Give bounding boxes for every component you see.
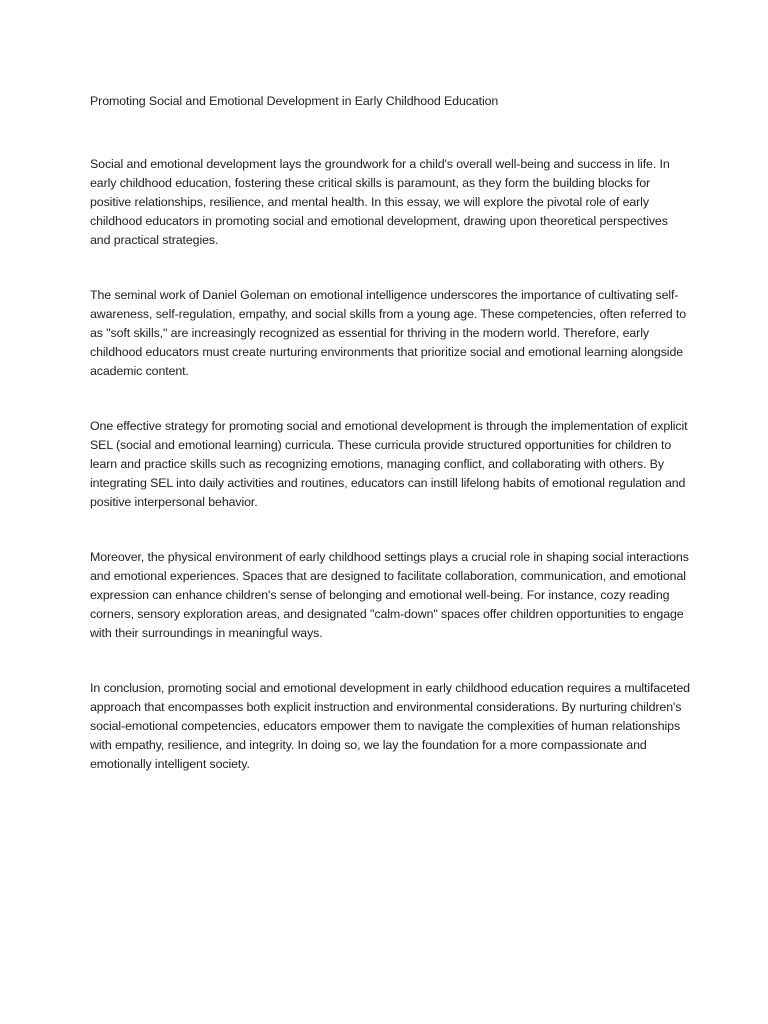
document-body [90,92,690,810]
paragraph-conclusion: In conclusion, promoting social and emotional development in early childhood education requires a multifaceted approach that encompasses both explicit instruction and environmental considerations. By nurturing children's social-emotional competencies, educators empower them to navigate the complexities of human relationships with empathy, resilience, and integrity. In doing so, we lay the foundation for a more compassionate and emotionally intelligent society. [90,681,690,771]
paragraph-goleman: The seminal work of Daniel Goleman on emotional intelligence underscores the importance of cultivating self-awareness, self-regulation, empathy, and social skills from a young age. These competencies, often referred to as "soft skills," are increasingly recognized as essential for thriving in the modern world. Therefore, early childhood educators must create nurturing environments that prioritize social and emotional learning alongside academic content. [90,288,687,378]
paragraph-physical-environment: Moreover, the physical environment of early childhood settings plays a crucial role in shaping social interactions and emotional experiences. Spaces that are designed to facilitate collaboration, communication, and emotional expression can enhance children's sense of belonging and emotional well-being. For instance, cozy reading corners, sensory exploration areas, and designated "calm-down" spaces offer children opportunities to engage with their surroundings in meaningful ways. [90,550,689,640]
document-title: Promoting Social and Emotional Development in Early Childhood Education [90,94,499,108]
paragraph-sel-curricula: One effective strategy for promoting social and emotional development is through the implementation of explicit SEL (social and emotional learning) curricula. These curricula provide structured opportunities for children to learn and practice skills such as recognizing emotions, managing conflict, and collaborating with others. By integrating SEL into daily activities and routines, educators can instill lifelong habits of emotional regulation and positive interpersonal behavior. [90,419,688,509]
paragraph-introduction: Social and emotional development lays the groundwork for a child's overall well-being and success in life. In early childhood education, fostering these critical skills is paramount, as they form the building blocks for positive relationships, resilience, and mental health. In this essay, we will explore the pivotal role of early childhood educators in promoting social and emotional development, drawing upon theoretical perspectives and practical strategies. [90,157,670,247]
